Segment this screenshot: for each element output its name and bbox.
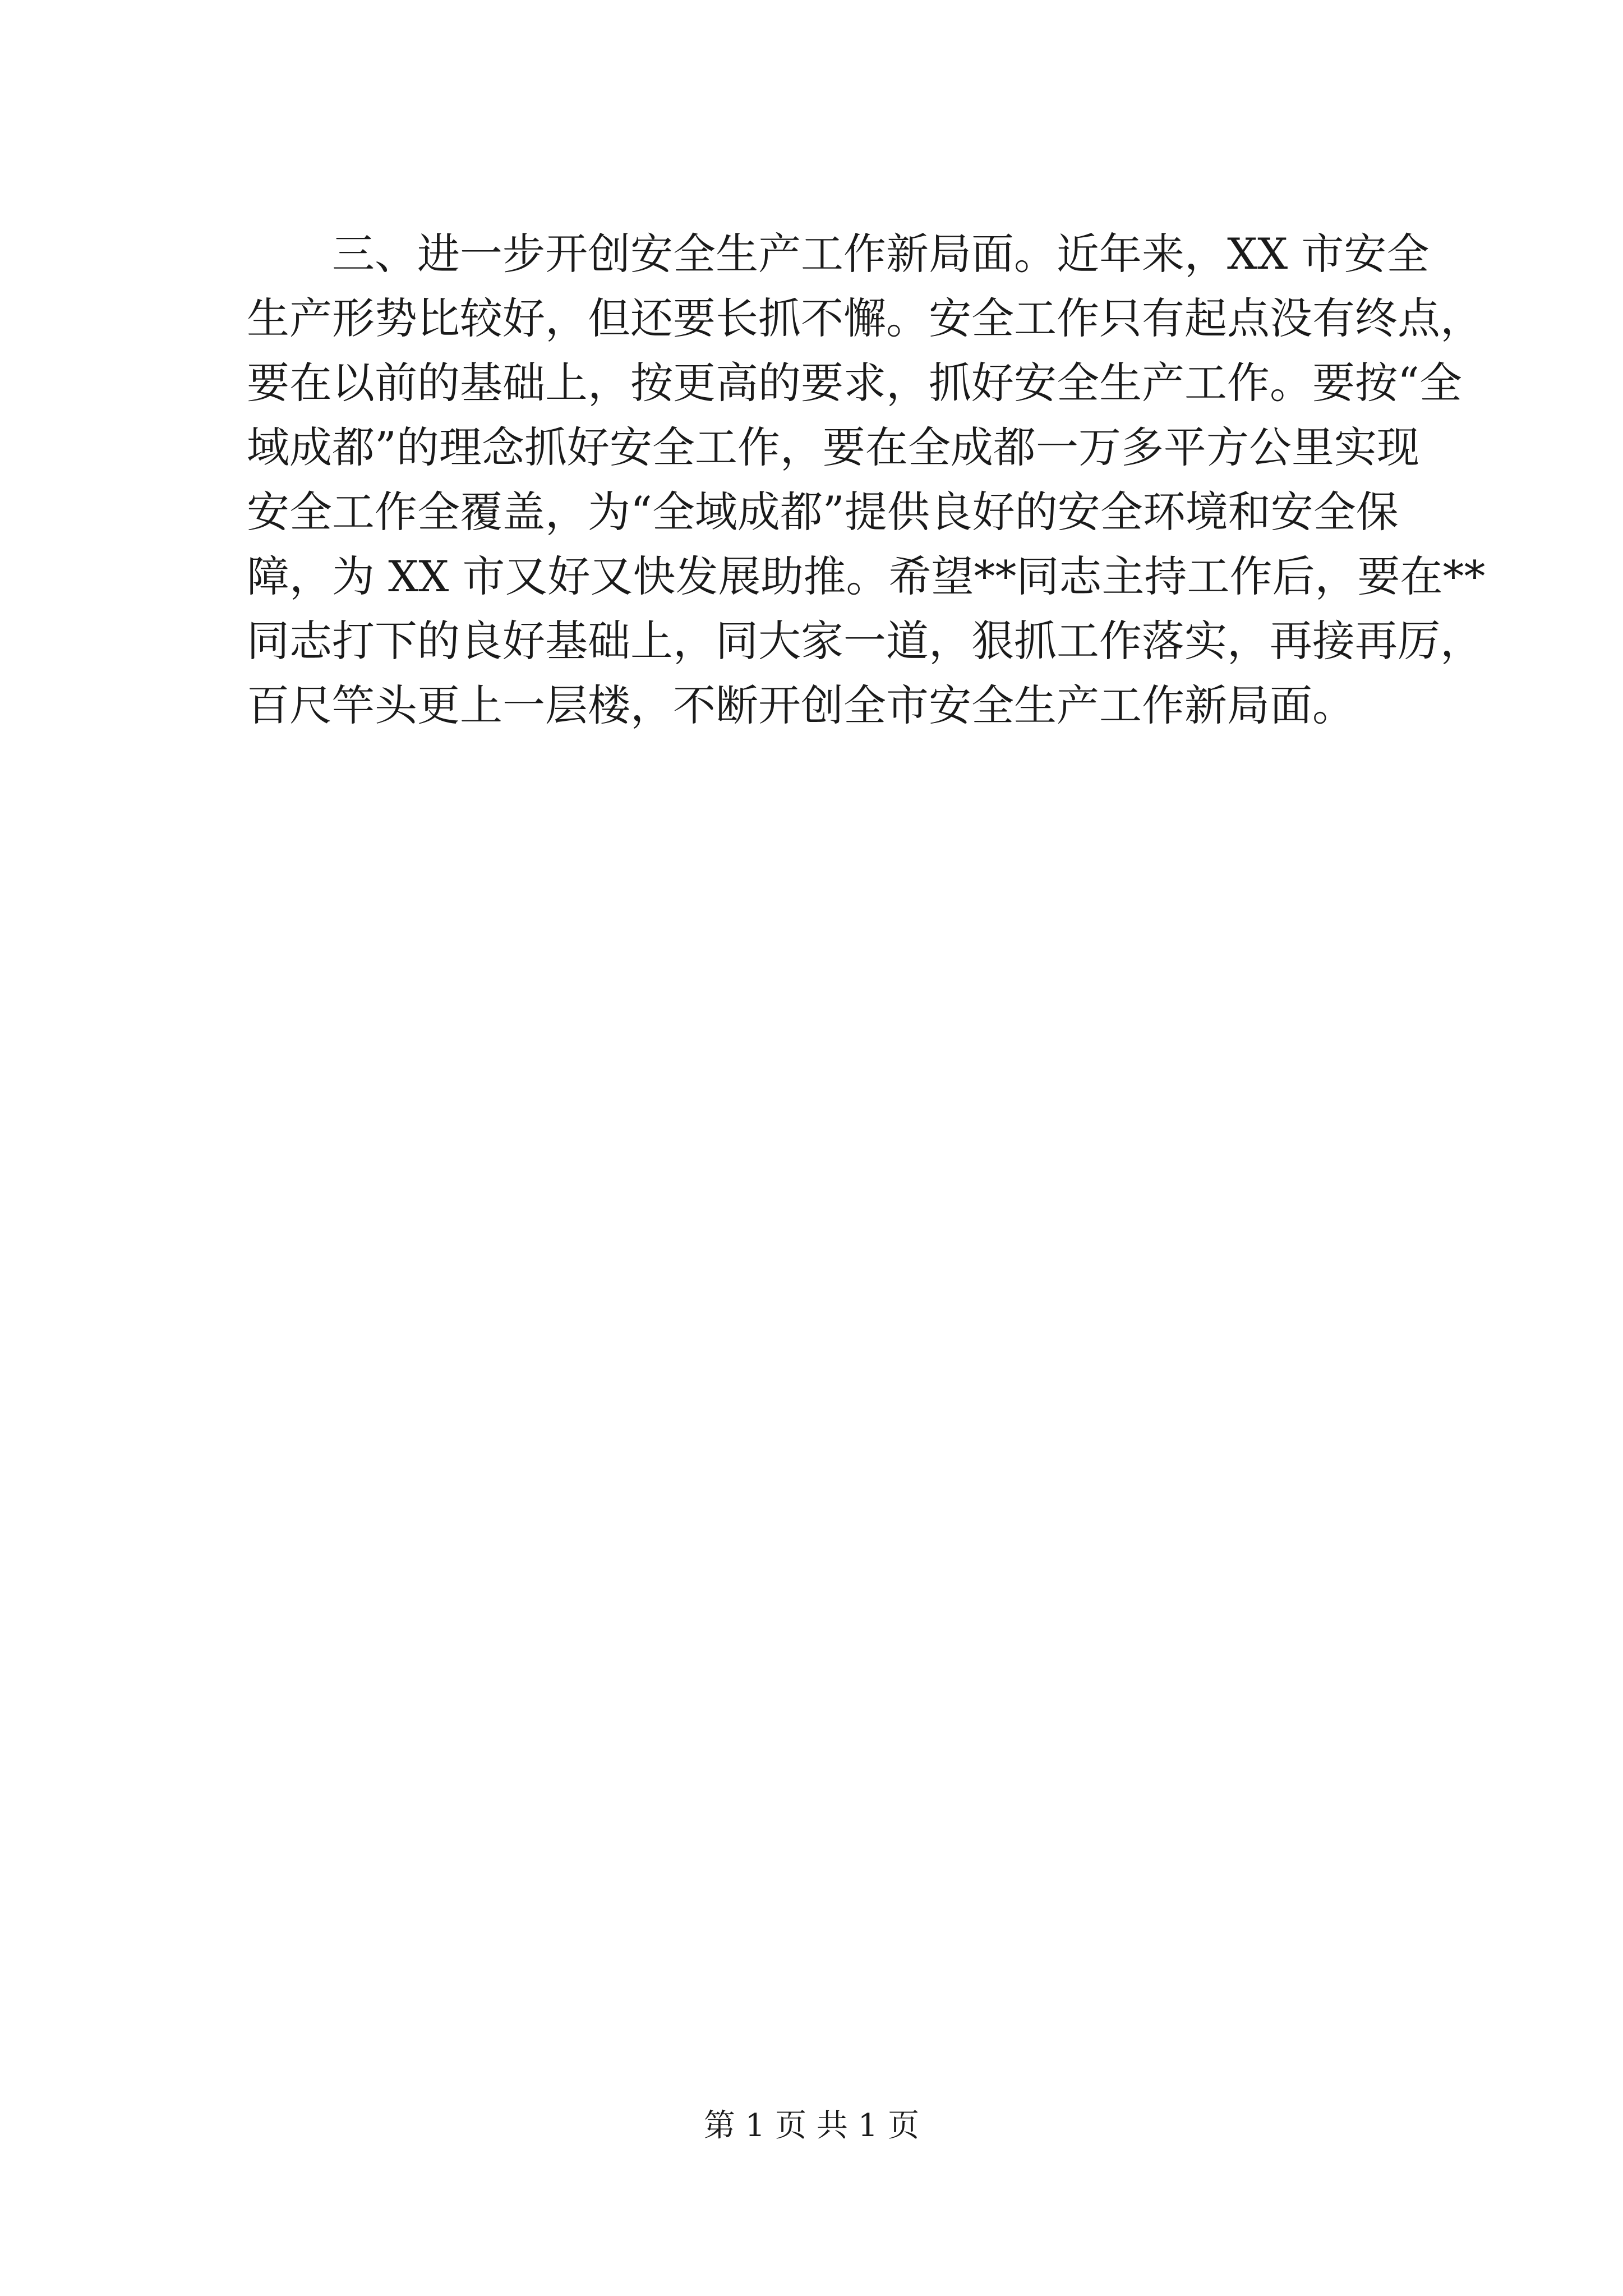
paragraph-line: 障，为 XX 市又好又快发展助推。希望**同志主持工作后，要在** — [247, 551, 1486, 601]
paragraph-line: 域成都”的理念抓好安全工作，要在全成都一万多平方公里实现 — [247, 422, 1419, 472]
paragraph-line: 安全工作全覆盖，为“全域成都”提供良好的安全环境和安全保 — [247, 487, 1399, 537]
page-number-label: 第 1 页 共 1 页 — [703, 2108, 920, 2144]
paragraph-line: 同志打下的良好基础上，同大家一道，狠抓工作落实，再接再厉， — [247, 616, 1483, 666]
paragraph-line: 生产形势比较好，但还要长抓不懈。安全工作只有起点没有终点， — [247, 293, 1483, 343]
body-paragraph — [247, 222, 1486, 738]
paragraph-line: 百尺竿头更上一层楼，不断开创全市安全生产工作新局面。 — [247, 680, 1355, 730]
page-footer — [0, 2104, 1623, 2148]
paragraph-line: 三、进一步开创安全生产工作新局面。近年来，XX 市安全 — [332, 229, 1430, 279]
paragraph-line: 要在以前的基础上，按更高的要求，抓好安全生产工作。要按“全 — [247, 358, 1462, 408]
